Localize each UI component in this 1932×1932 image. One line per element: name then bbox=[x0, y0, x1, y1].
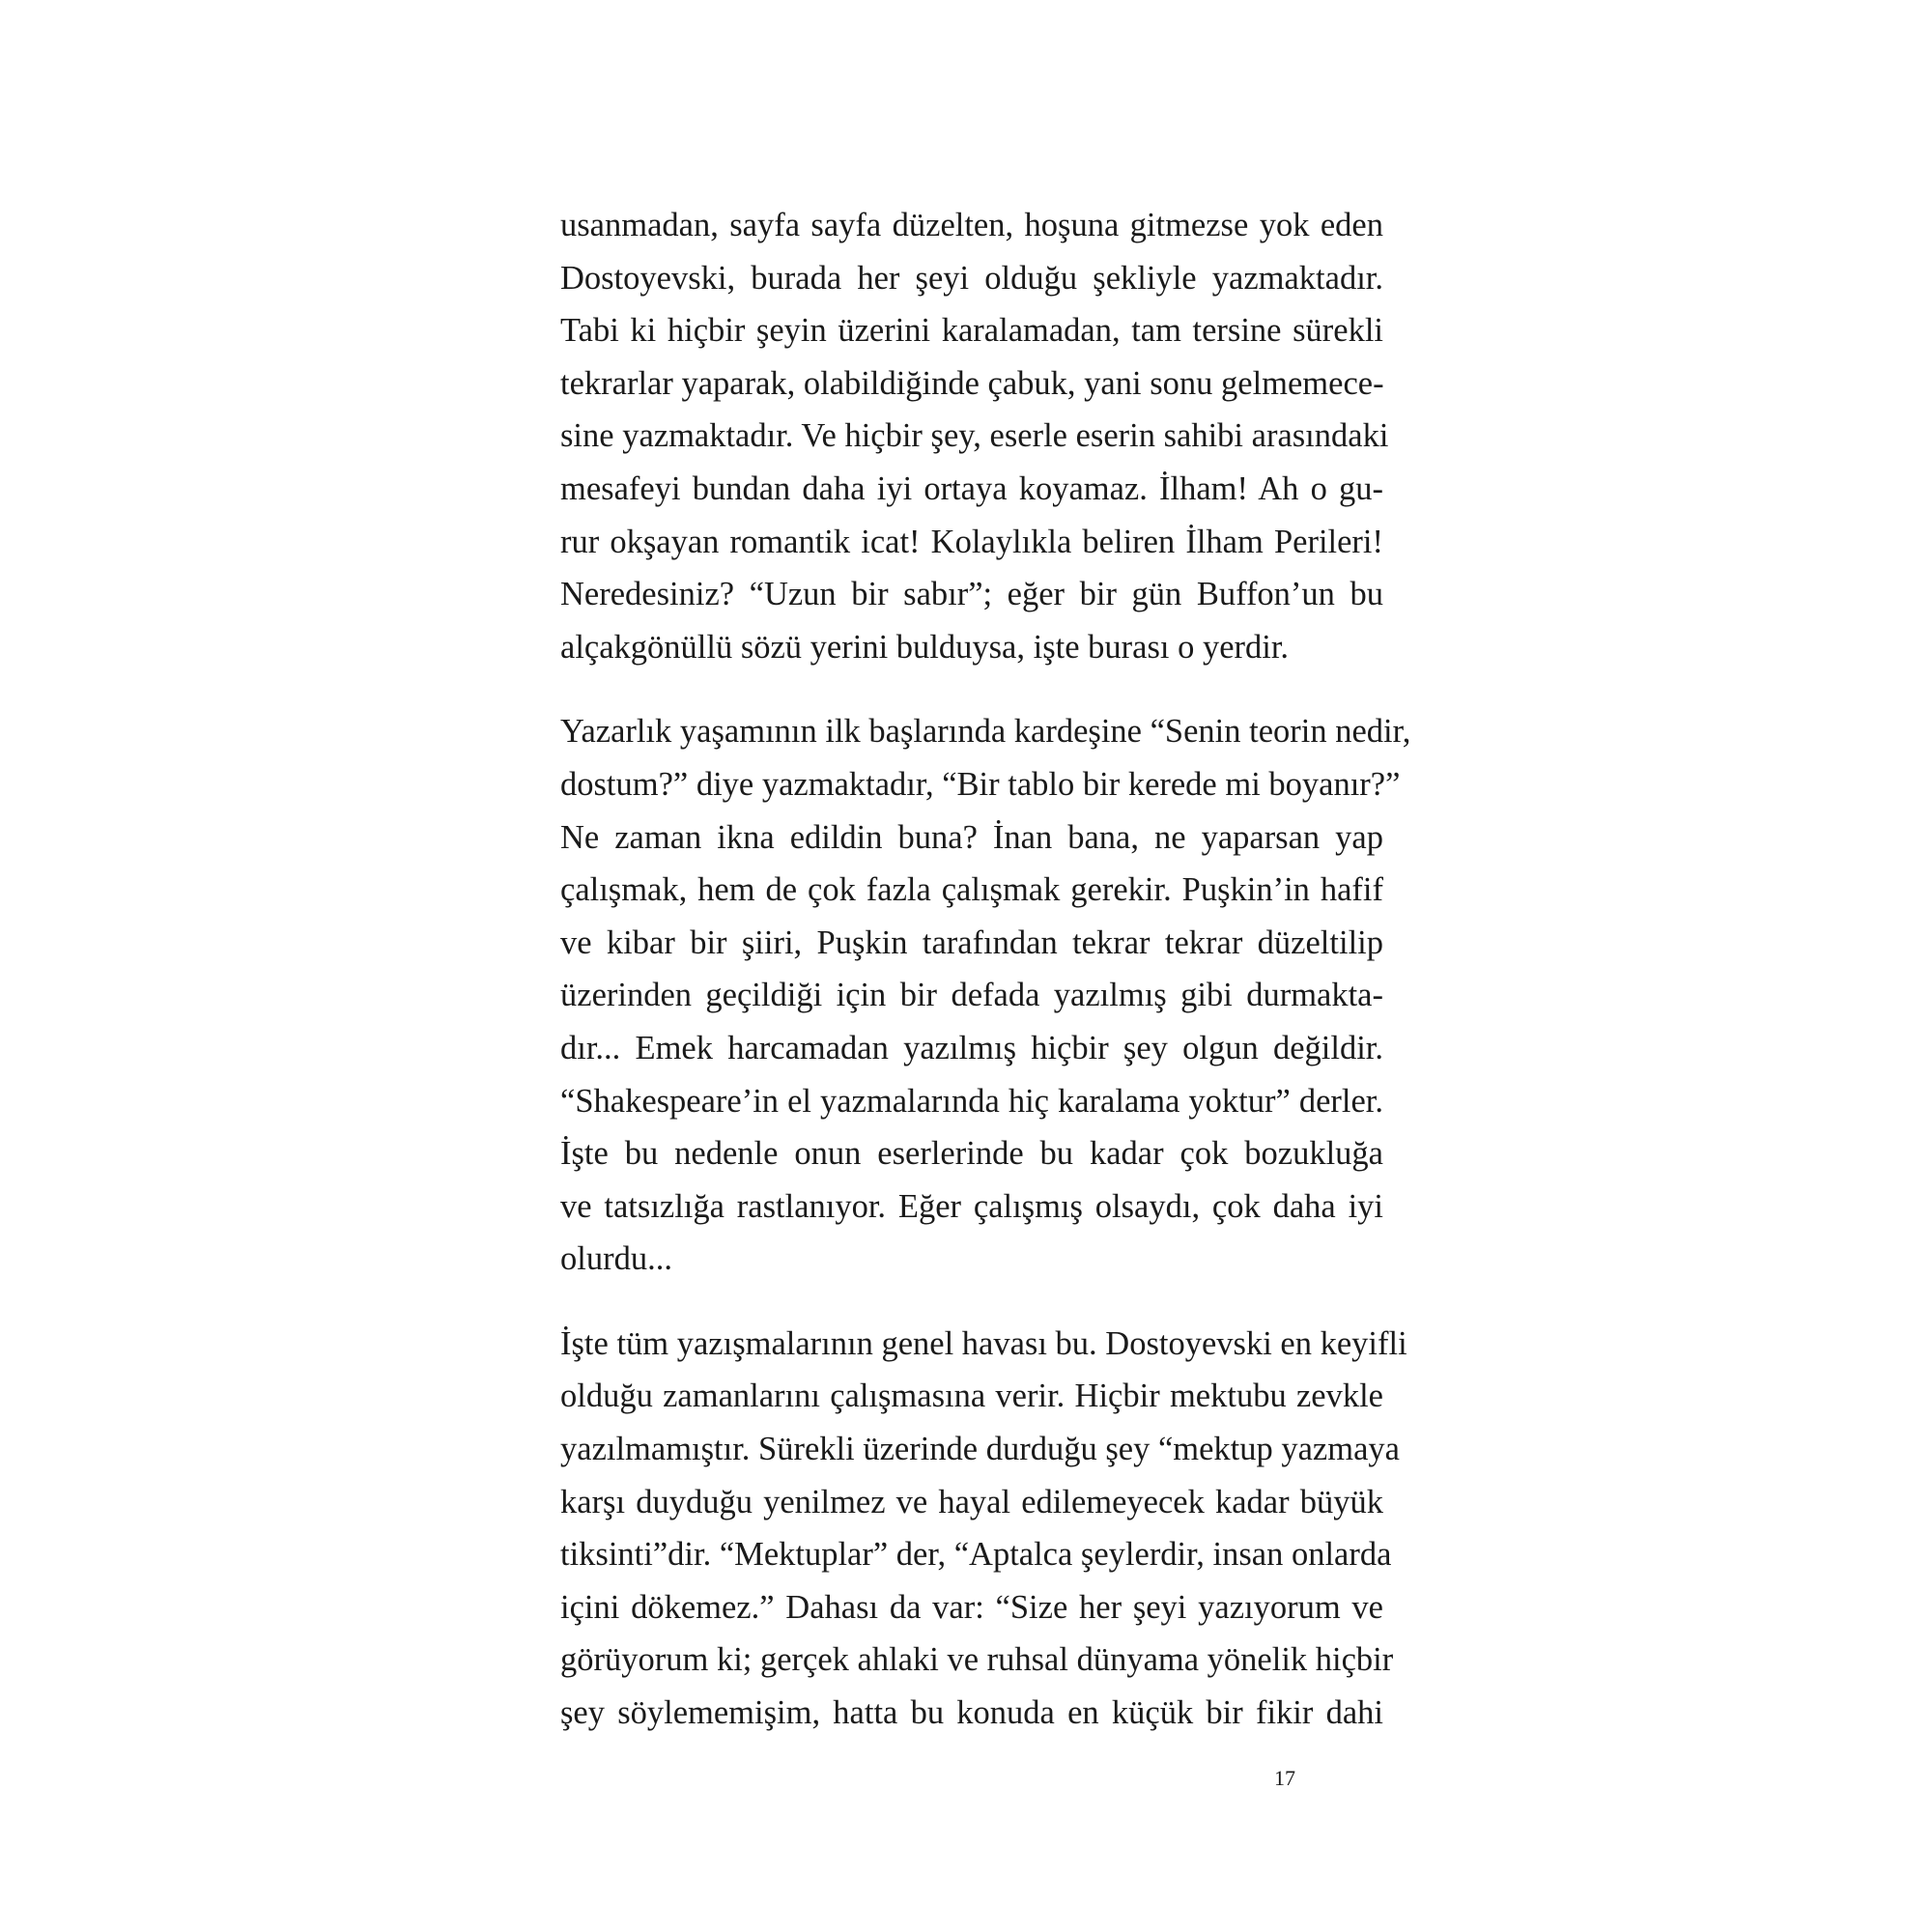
paragraph-2 bbox=[560, 705, 1411, 1286]
text-line: olduğu zamanlarını çalışmasına verir. Hiçbir mektubu zevkle bbox=[560, 1378, 1383, 1415]
text-line: olurdu... bbox=[560, 1240, 672, 1278]
text-line: karşı duyduğu yenilmez ve hayal edilemeyecek kadar büyük bbox=[560, 1483, 1383, 1520]
paragraph-spacer bbox=[560, 673, 1383, 705]
text-line: usanmadan, sayfa sayfa düzelten, hoşuna gitmezse yok eden bbox=[560, 207, 1383, 243]
text-line: Dostoyevski, burada her şeyi olduğu şekliyle yazmaktadır. bbox=[560, 259, 1383, 297]
text-line: alçakgönüllü sözü yerini bulduysa, işte burası o yerdir. bbox=[560, 628, 1290, 666]
text-line: Tabi ki hiçbir şeyin üzerini karalamadan, tam tersine sürekli bbox=[560, 312, 1383, 350]
text-line: içini dökemez.” Dahası da var: “Size her şeyi yazıyorum ve bbox=[560, 1588, 1383, 1626]
paragraph-3 bbox=[560, 1318, 1407, 1740]
paragraph-spacer bbox=[560, 1286, 1383, 1318]
text-line: şey söylememişim, hatta bu konuda en küçük bir fikir dahi bbox=[560, 1694, 1383, 1732]
text-line: dır... Emek harcamadan yazılmış hiçbir şey olgun değildir. bbox=[560, 1029, 1383, 1066]
text-line: “Shakespeare’in el yazmalarında hiç karalama yoktur” derler. bbox=[560, 1082, 1383, 1120]
text-line: çalışmak, hem de çok fazla çalışmak gerekir. Puşkin’in hafif bbox=[560, 871, 1383, 909]
text-line: İşte bu nedenle onun eserlerinde bu kadar çok bozukluğa bbox=[560, 1135, 1383, 1173]
page-number: 17 bbox=[1274, 1766, 1295, 1790]
text-line: İşte tüm yazışmalarının genel havası bu. Dostoyevski en keyifli bbox=[560, 1324, 1407, 1362]
text-line: ve kibar bir şiiri, Puşkin tarafından tekrar tekrar düzeltilip bbox=[560, 923, 1383, 961]
text-line: yazılmamıştır. Sürekli üzerinde durduğu şey “mektup yazmaya bbox=[560, 1431, 1400, 1468]
text-line: sine yazmaktadır. Ve hiçbir şey, eserle eserin sahibi arasındaki bbox=[560, 417, 1389, 455]
body-text bbox=[560, 199, 1411, 1740]
text-line: tiksinti”dir. “Mektuplar” der, “Aptalca şeylerdir, insan onlarda bbox=[560, 1536, 1392, 1574]
text-line: görüyorum ki; gerçek ahlaki ve ruhsal dünyama yönelik hiçbir bbox=[560, 1641, 1394, 1679]
paragraph-1 bbox=[560, 199, 1389, 673]
text-line: Ne zaman ikna edildin buna? İnan bana, ne yaparsan yap bbox=[560, 818, 1383, 856]
text-line: dostum?” diye yazmaktadır, “Bir tablo bir kerede mi boyanır?” bbox=[560, 765, 1401, 803]
text-line: Yazarlık yaşamının ilk başlarında kardeşine “Senin teorin nedir, bbox=[560, 713, 1411, 751]
text-line: ve tatsızlığa rastlanıyor. Eğer çalışmış olsaydı, çok daha iyi bbox=[560, 1187, 1383, 1225]
text-line: üzerinden geçildiği için bir defada yazılmış gibi durmakta- bbox=[560, 977, 1383, 1014]
text-line: Neredesiniz? “Uzun bir sabır”; eğer bir gün Buffon’un bu bbox=[560, 576, 1383, 613]
text-line: tekrarlar yaparak, olabildiğinde çabuk, yani sonu gelmemece- bbox=[560, 364, 1384, 402]
text-line: mesafeyi bundan daha iyi ortaya koyamaz. İlham! Ah o gu- bbox=[560, 469, 1383, 507]
text-line: rur okşayan romantik icat! Kolaylıkla beliren İlham Perileri! bbox=[560, 523, 1383, 560]
